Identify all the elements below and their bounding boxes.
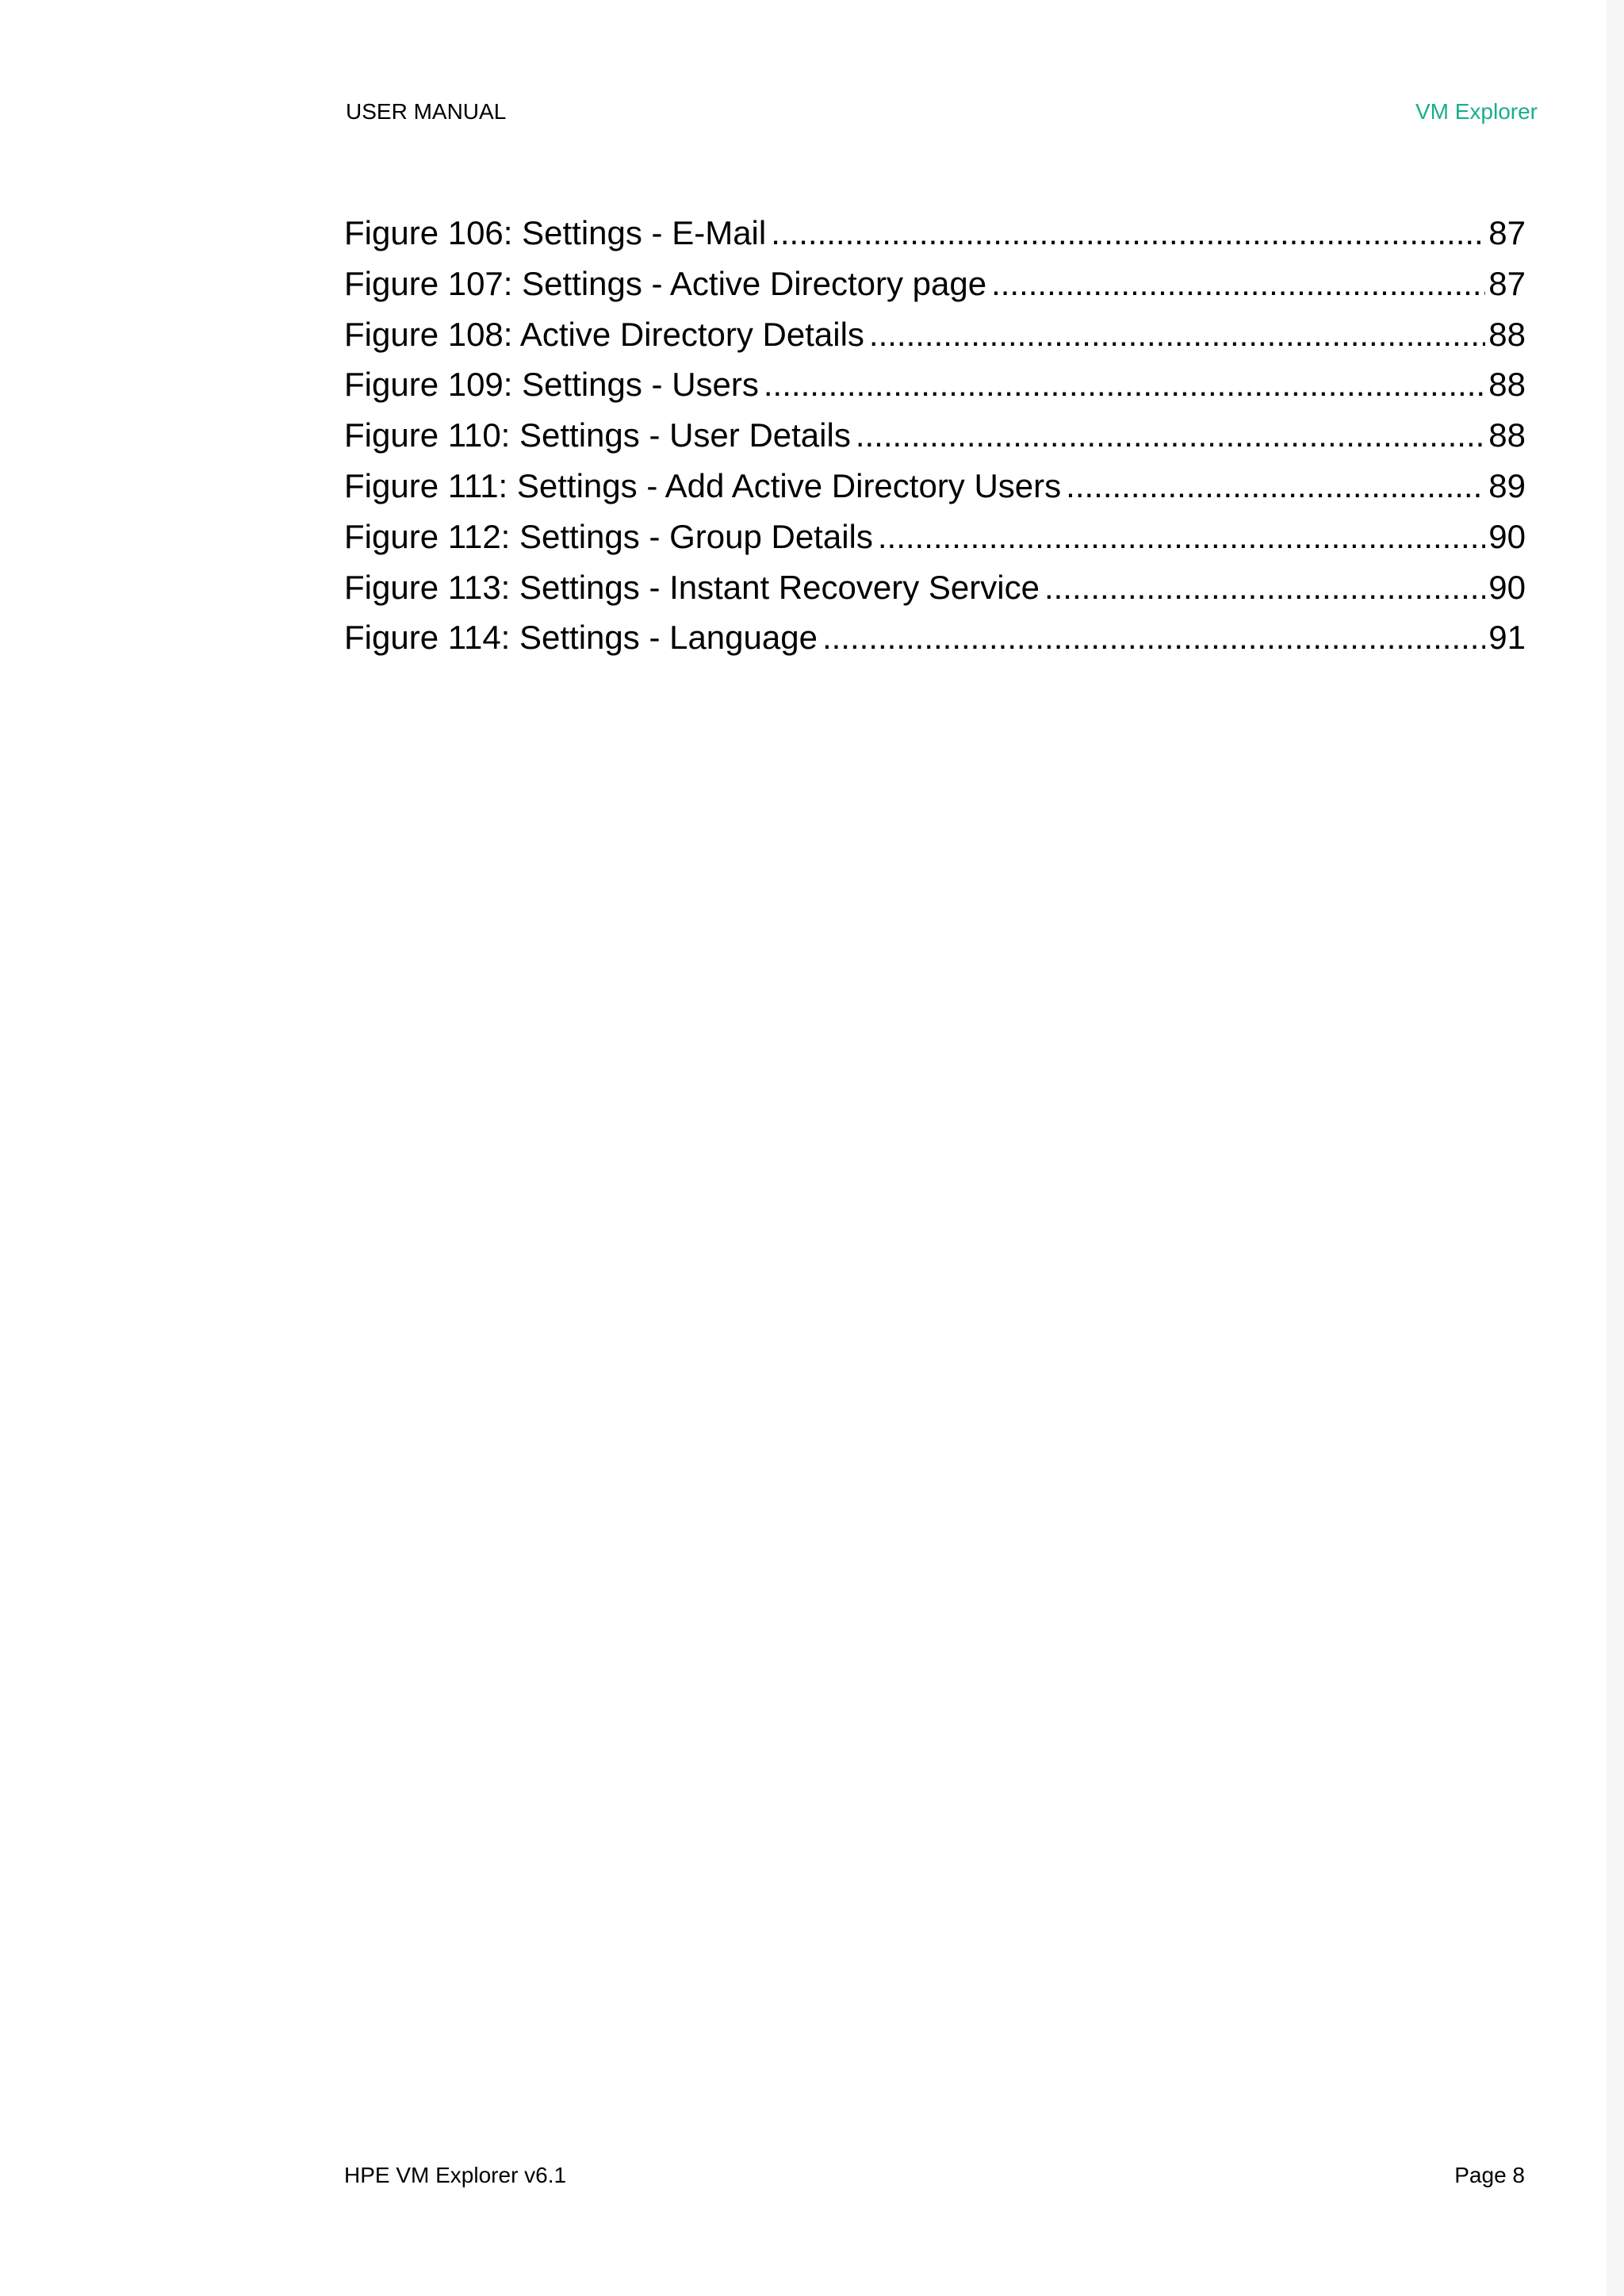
toc-dot-leader	[856, 410, 1485, 461]
toc-entry[interactable]	[344, 512, 1526, 562]
toc-dot-leader	[991, 259, 1485, 309]
toc-entry[interactable]	[344, 562, 1526, 613]
toc-entry-title: Figure 110: Settings - User Details	[344, 416, 851, 454]
toc-entry-page: 87	[1488, 264, 1526, 302]
toc-entry[interactable]	[344, 259, 1526, 309]
table-of-figures	[344, 208, 1526, 663]
toc-entry-page: 89	[1488, 466, 1526, 504]
toc-dot-leader	[1044, 562, 1485, 613]
toc-dot-leader	[771, 208, 1485, 259]
toc-entry-title: Figure 106: Settings - E-Mail	[344, 214, 767, 251]
toc-entry-title: Figure 113: Settings - Instant Recovery Service	[344, 568, 1040, 606]
toc-entry[interactable]	[344, 208, 1526, 259]
toc-entry-page: 90	[1488, 568, 1526, 606]
toc-dot-leader	[869, 309, 1485, 360]
toc-entry-title: Figure 109: Settings - Users	[344, 366, 759, 404]
toc-entry[interactable]	[344, 359, 1526, 410]
toc-entry-page: 88	[1488, 366, 1526, 404]
footer-page-number: Page 8	[1454, 2163, 1525, 2187]
toc-dot-leader	[822, 612, 1485, 663]
toc-dot-leader	[878, 512, 1485, 562]
toc-entry-title: Figure 114: Settings - Language	[344, 619, 818, 657]
footer-product-version: HPE VM Explorer v6.1	[344, 2163, 567, 2187]
toc-entry-page: 91	[1488, 619, 1526, 657]
toc-entry-title: Figure 112: Settings - Group Details	[344, 517, 873, 555]
toc-entry-title: Figure 111: Settings - Add Active Directory Users	[344, 466, 1062, 504]
toc-entry-page: 90	[1488, 517, 1526, 555]
header-product-name: VM Explorer	[1415, 99, 1538, 124]
toc-entry-page: 88	[1488, 416, 1526, 454]
page-edge-shade	[1607, 0, 1624, 2296]
header-document-type: USER MANUAL	[346, 99, 507, 124]
toc-dot-leader	[764, 359, 1485, 410]
toc-entry-title: Figure 107: Settings - Active Directory page	[344, 264, 987, 302]
toc-entry[interactable]	[344, 410, 1526, 461]
toc-dot-leader	[1066, 461, 1485, 512]
toc-entry[interactable]	[344, 461, 1526, 512]
toc-entry-page: 88	[1488, 315, 1526, 353]
toc-entry[interactable]	[344, 612, 1526, 663]
toc-entry[interactable]	[344, 309, 1526, 360]
toc-entry-page: 87	[1488, 214, 1526, 251]
toc-entry-title: Figure 108: Active Directory Details	[344, 315, 864, 353]
